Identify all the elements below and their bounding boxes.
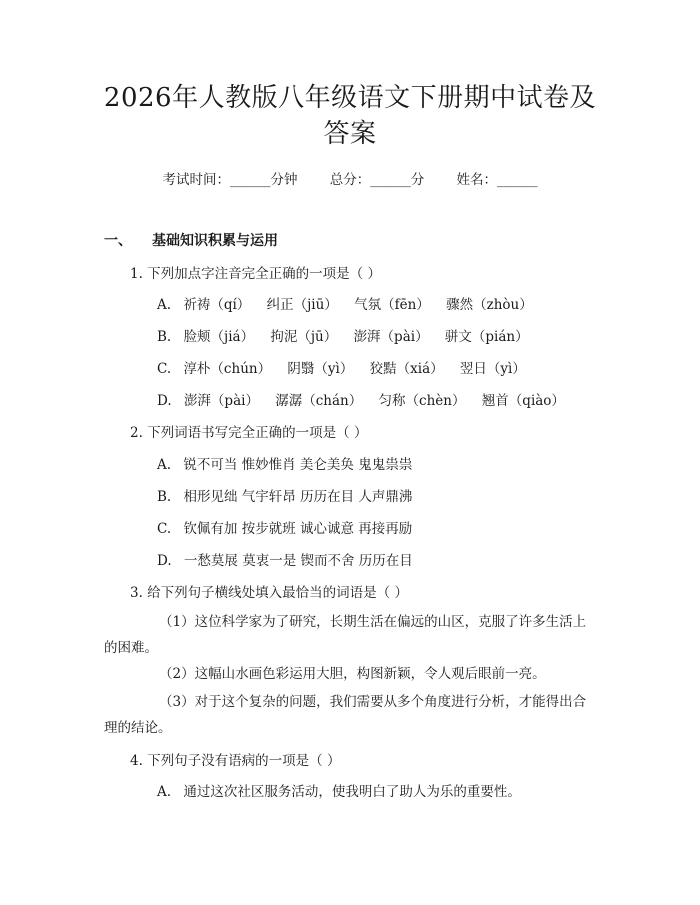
section-heading: [104, 230, 278, 250]
option-word: 气氛（fēn）: [354, 297, 430, 313]
option-word: 阴翳（yì）: [287, 361, 354, 377]
question-1-option-a: [157, 293, 545, 313]
question-2-option-a: [157, 453, 412, 473]
question-3-stem: 3. 给下列句子横线处填入最恰当的词语是（ ）: [130, 585, 408, 601]
question-4-stem: 4. 下列句子没有语病的一项是（ ）: [130, 753, 341, 769]
question-1-option-b: [157, 325, 541, 345]
total-score-field: 总分：______分: [329, 172, 425, 188]
question-1-option-d: [157, 389, 577, 409]
exam-time-field: 考试时间：______分钟: [162, 172, 298, 188]
question-3-sentence-1: （1）这位科学家为了研究，长期生活在偏远的山区，克服了许多生活上的困难。: [104, 614, 587, 656]
question-3-sentence-3: （3）对于这个复杂的问题，我们需要从多个角度进行分析，才能得出合理的结论。: [104, 694, 587, 736]
option-text: 相形见绌 气宇轩昂 历历在目 人声鼎沸: [183, 489, 413, 505]
option-word: 翘首（qiào）: [481, 393, 565, 409]
option-label: C.: [157, 361, 172, 377]
option-word: 脸颊（jiá）: [183, 329, 255, 345]
option-text: 钦佩有加 按步就班 诚心诚意 再接再励: [183, 521, 413, 537]
option-label: A.: [157, 457, 172, 473]
option-word: 匀称（chèn）: [378, 393, 466, 409]
section-title: 基础知识积累与运用: [152, 233, 278, 249]
option-label: D.: [157, 393, 172, 409]
question-4-option-a: [157, 780, 521, 800]
option-word: 潺潺（chán）: [275, 393, 363, 409]
option-label: D.: [157, 553, 172, 569]
option-word: 骈文（pián）: [444, 329, 529, 345]
option-word: 狡黠（xiá）: [369, 361, 444, 377]
option-text: 通过这次社区服务活动，使我明白了助人为乐的重要性。: [183, 784, 521, 800]
option-word: 淳朴（chún）: [183, 361, 272, 377]
option-label: A.: [157, 784, 172, 800]
option-label: A.: [157, 297, 172, 313]
option-text: 锐不可当 惟妙惟肖 美仑美奂 鬼鬼祟祟: [183, 457, 413, 473]
option-label: B.: [157, 329, 172, 345]
section-number: 一、: [104, 233, 132, 249]
question-2-stem: 2. 下列词语书写完全正确的一项是（ ）: [130, 425, 368, 441]
question-1-stem: 1. 下列加点字注音完全正确的一项是（ ）: [130, 266, 381, 282]
question-1-option-c: [157, 357, 538, 377]
student-name-field: 姓名：______: [456, 172, 538, 188]
option-label: C.: [157, 521, 172, 537]
option-word: 澎湃（pài）: [353, 329, 429, 345]
option-word: 翌日（yì）: [459, 361, 526, 377]
question-2-option-d: [157, 549, 413, 569]
option-word: 祈祷（qí）: [183, 297, 251, 313]
question-2-option-c: [157, 517, 412, 537]
question-2-option-b: [157, 485, 412, 505]
option-word: 澎湃（pài）: [183, 393, 259, 409]
option-word: 骤然（zhòu）: [446, 297, 533, 313]
option-word: 纠正（jiū）: [266, 297, 338, 313]
option-word: 拘泥（jū）: [270, 329, 338, 345]
option-text: 一愁莫展 莫衷一是 锲而不舍 历历在目: [183, 553, 413, 569]
option-label: B.: [157, 489, 172, 505]
page-title: 2026年人教版八年级语文下册期中试卷及答案: [103, 83, 597, 149]
question-3-sentence-2: （2）这幅山水画色彩运用大胆，构图新颖，令人观后眼前一亮。: [159, 666, 546, 682]
exam-meta: [0, 168, 700, 188]
